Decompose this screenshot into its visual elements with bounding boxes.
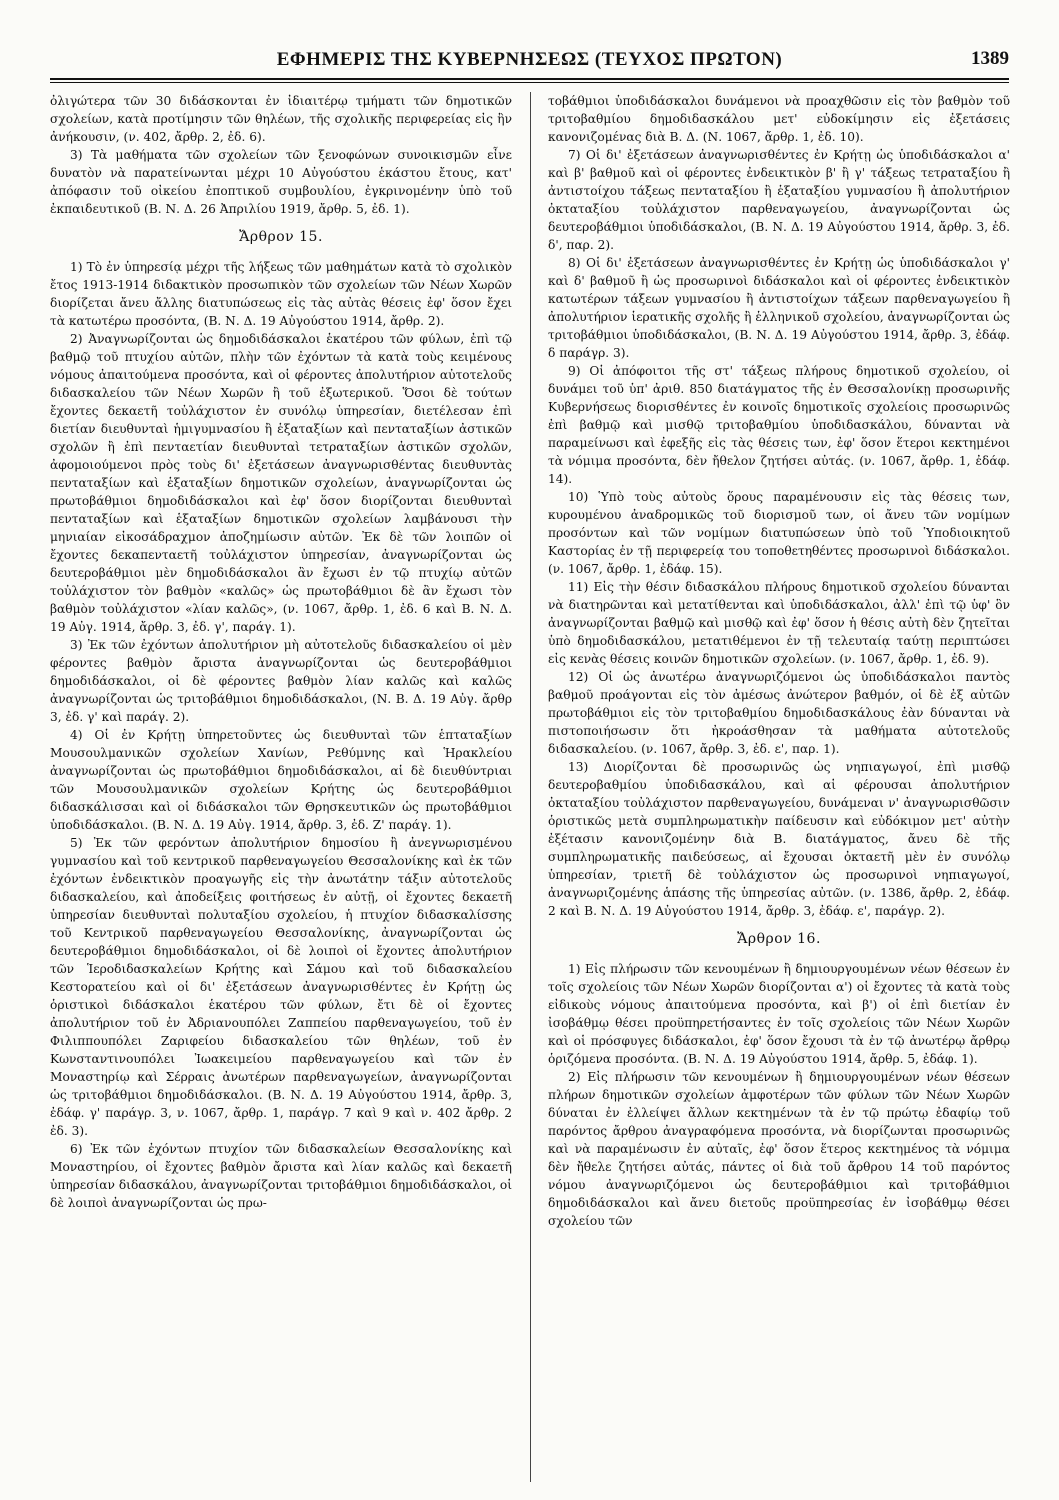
paragraph: 2) Εἰς πλήρωσιν τῶν κενουμένων ἢ δημιουργουμένων νέων θέσεων πλήρων δημοτικῶν σχολείων ἀμφοτέρων τῶν φύλων τῶν Νέων Χωρῶν δύναται ἐν ἐλλείψει ἄλλων κεκτημένων τὰ ἐν τῷ πρώτῳ ἐδαφίῳ τοῦ παρόντος ἄρθρου ἀναγραφόμενα προσόντα, νὰ διορίζωνται προσωρινῶς καὶ νὰ παραμένωσιν ἐν αὐταῖς, ἐφ' ὅσον ἕτερος κεκτημένος τὰ νόμιμα δὲν ἤθελε ζητήσει αὐτάς, πάντες οἱ διὰ τοῦ ἄρθρου 14 τοῦ παρόντος νόμου ἀναγνωριζόμενοι ὡς δευτεροβάθμιοι καὶ τριτοβάθμιοι δημοδιδάσκαλοι καὶ ἄνευ διετοῦς προϋπηρεσίας ἐν ἰσοβάθμῳ θέσει σχολείου τῶν [548,1070,1010,1228]
header-rule [50,78,1009,80]
paragraph: 2) Ἀναγνωρίζονται ὡς δημοδιδάσκαλοι ἑκατέρου τῶν φύλων, ἐπὶ τῷ βαθμῷ τοῦ πτυχίου αὐτῶν, πλὴν τῶν ἐχόντων τὰ κατὰ τοὺς κειμένους νόμους ἀπαιτούμενα προσόντα, καὶ οἱ φέροντες ἀπολυτήριον αὐτοτελοῦς διδασκαλείου τῶν Νέων Χωρῶν ἢ τοῦ ἐξωτερικοῦ. Ὅσοι δὲ τούτων ἔχοντες δεκαετῆ τοὐλάχιστον ἐν συνόλῳ ὑπηρεσίαν, διετέλεσαν ἐπὶ διετίαν διευθυνταὶ ἡμιγυμνασίου ἢ ἑξαταξίων καὶ πενταταξίων ἀστικῶν σχολῶν ἢ ἐπὶ πενταετίαν διευθυνταὶ τετραταξίων ἀστικῶν σχολῶν, ἀφομοιούμενοι πρὸς τοὺς δι' ἐξετάσεων ἀναγνωρισθέντας διευθυντὰς πενταταξίων καὶ ἑξαταξίων δημοτικῶν σχολείων, ἀναγνωρίζονται ὡς πρωτοβάθμιοι δημοδιδάσκαλοι καὶ ἐφ' ὅσον διορίζονται διευθυνταὶ πενταταξίων καὶ ἑξαταξίων δημοτικῶν σχολείων λαμβάνουσι τὴν μηνιαίαν εἰκοσάδραχμον ἀποζημίωσιν αὐτῶν. Ἐκ δὲ τῶν λοιπῶν οἱ ἔχοντες δεκαπενταετῆ τοὐλάχιστον ὑπηρεσίαν, ἀναγνωρίζονται ὡς δευτεροβάθμιοι μὲν δημοδιδάσκαλοι ἂν ἔχωσι ἐν τῷ πτυχίῳ αὐτῶν τοὐλάχιστον τὸν βαθμὸν «καλῶς» ὡς πρωτοβάθμιοι δὲ ἂν ἔχωσι τὸν βαθμὸν τοὐλάχιστον «λίαν καλῶς», (ν. 1067, ἄρθρ. 1, ἐδ. 6 καὶ Β. Ν. Δ. 19 Αὐγ. 1914, ἄρθρ. 3, ἐδ. γ', παράγ. 1). [50,332,512,634]
left-column [50,92,512,1487]
header-rule-thin [50,82,1009,83]
header-title: ΕΦΗΜΕΡΙΣ ΤΗΣ ΚΥΒΕΡΝΗΣΕΩΣ (ΤΕΥΧΟΣ ΠΡΩΤΟΝ) [276,49,783,70]
paragraph: 4) Οἱ ἐν Κρήτῃ ὑπηρετοῦντες ὡς διευθυνταὶ τῶν ἑπταταξίων Μουσουλμανικῶν σχολείων Χανίων, Ρεθύμνης καὶ Ἡρακλείου ἀναγνωρίζονται ὡς πρωτοβάθμιοι δημοδιδάσκαλοι, αἱ δὲ διευθύντριαι τῶν Μουσουλμανικῶν σχολείων Κρήτης ὡς δευτεροβάθμιοι διδασκάλισσαι καὶ οἱ διδάσκαλοι τῶν Θρησκευτικῶν ὡς πρωτοβάθμιοι ὑποδιδάσκαλοι. (Β. Ν. Δ. 19 Αὐγ. 1914, ἄρθρ. 3, ἐδ. Ζ' παράγ. 1). [50,728,512,832]
paragraph: 6) Ἐκ τῶν ἐχόντων πτυχίον τῶν διδασκαλείων Θεσσαλονίκης καὶ Μοναστηρίου, οἱ ἔχοντες βαθμὸν ἄριστα καὶ λίαν καλῶς καὶ δεκαετῆ ὑπηρεσίαν διδασκάλου, ἀναγνωρίζονται τριτοβάθμιοι δημοδιδάσκαλοι, οἱ δὲ λοιποὶ ἀναγνωρίζονται ὡς πρω- [50,1142,512,1210]
paragraph: 10) Ὑπὸ τοὺς αὐτοὺς ὅρους παραμένουσιν εἰς τὰς θέσεις των, κυρουμένου ἀναδρομικῶς τοῦ διορισμοῦ των, οἱ ἄνευ τῶν νομίμων προσόντων καὶ τῶν νομίμων διατυπώσεων ὑπὸ τοῦ Ὑποδιοικητοῦ Καστορίας ἐν τῇ περιφερείᾳ του τοποθετηθέντες προσωρινοὶ διδάσκαλοι. (ν. 1067, ἄρθρ. 1, ἐδάφ. 15). [548,490,1010,576]
article-heading-15: Ἄρθρον 15. [239,229,323,245]
paragraph: 11) Εἰς τὴν θέσιν διδασκάλου πλήρους δημοτικοῦ σχολείου δύνανται νὰ διατηρῶνται καὶ μετατίθενται καὶ ὑποδιδάσκαλοι, ἀλλ' ἐπὶ τῷ ὑφ' ὃν ἀναγνωρίζονται βαθμῷ καὶ μισθῷ καὶ ἐφ' ὅσον ἡ θέσις αὐτὴ δὲν ζητεῖται ὑπὸ δημοδιδασκάλου, μετατιθέμενοι ἐν τῇ τελευταίᾳ ταύτῃ περιπτώσει εἰς κενὰς θέσεις κοινῶν δημοτικῶν σχολείων. (ν. 1067, ἄρθρ. 1, ἐδ. 9). [548,580,1010,666]
paragraph: 8) Οἱ δι' ἐξετάσεων ἀναγνωρισθέντες ἐν Κρήτῃ ὡς ὑποδιδάσκαλοι γ' καὶ δ' βαθμοῦ ἢ ὡς προσωρινοὶ διδάσκαλοι καὶ οἱ φέροντες ἐνδεικτικὸν κατωτέρων τάξεων γυμνασίου ἢ ἀντιστοίχων τάξεων παρθεναγωγείου ἢ ἀπολυτήριον ἱερατικῆς σχολῆς ἢ ἑλληνικοῦ σχολείου, ἀναγνωρίζονται ὡς τριτοβάθμιοι ὑποδιδάσκαλοι, (Β. Ν. Δ. 19 Αὐγούστου 1914, ἄρθρ. 3, ἐδάφ. δ παράγρ. 3). [548,256,1010,360]
paragraph: 3) Τὰ μαθήματα τῶν σχολείων τῶν ξενοφώνων συνοικισμῶν εἶνε δυνατὸν νὰ παρατείνωνται μέχρι 10 Αὐγούστου ἑκάστου ἔτους, κατ' ἀπόφασιν τοῦ οἰκείου ἐποπτικοῦ συμβουλίου, ἐγκρινομένην ὑπὸ τοῦ ἐκπαιδευτικοῦ (Β. Ν. Δ. 26 Ἀπριλίου 1919, ἄρθρ. 5, ἐδ. 1). [50,148,512,216]
paragraph: 7) Οἱ δι' ἐξετάσεων ἀναγνωρισθέντες ἐν Κρήτῃ ὡς ὑποδιδάσκαλοι α' καὶ β' βαθμοῦ καὶ οἱ φέροντες ἐνδεικτικὸν β' ἢ γ' τάξεως τετραταξίου ἢ ἀντιστοίχου τάξεως πενταταξίου ἢ ἑξαταξίου γυμνασίου ἢ ἀπολυτήριον ὀκταταξίου τοὐλάχιστον παρθεναγωγείου, ἀναγνωρίζονται ὡς δευτεροβάθμιοι ὑποδιδάσκαλοι, (Β. Ν. Δ. 19 Αὐγούστου 1914, ἄρθρ. 3, ἐδ. δ', παρ. 2). [548,148,1010,252]
paragraph: 3) Ἐκ τῶν ἐχόντων ἀπολυτήριον μὴ αὐτοτελοῦς διδασκαλείου οἱ μὲν φέροντες βαθμὸν ἄριστα ἀναγνωρίζονται ὡς δευτεροβάθμιοι δημοδιδάσκαλοι, οἱ δὲ φέροντες βαθμὸν λίαν καλῶς καὶ καλῶς ἀναγνωρίζονται ὡς τριτοβάθμιοι δημοδιδάσκαλοι, (Ν. Β. Δ. 19 Αὐγ. ἄρθρ 3, ἐδ. γ' καὶ παράγ. 2). [50,638,512,724]
paragraph: 5) Ἐκ τῶν φερόντων ἀπολυτήριον δημοσίου ἢ ἀνεγνωρισμένου γυμνασίου καὶ τοῦ κεντρικοῦ παρθεναγωγείου Θεσσαλονίκης καὶ ἐκ τῶν ἐχόντων ἐνδεικτικὸν προαγωγῆς εἰς τὴν ἀνωτάτην τάξιν αὐτοτελοῦς διδασκαλείου, καὶ ἀποδείξεις φοιτήσεως ἐν αὐτῇ, οἱ ἔχοντες δεκαετῆ ὑπηρεσίαν διευθυνταὶ πολυταξίου σχολείου, ἡ πτυχίον διδασκαλίσσης τοῦ Κεντρικοῦ παρθεναγωγείου Θεσσαλονίκης, ἀναγνωρίζονται ὡς δευτεροβάθμιοι δημοδιδάσκαλοι, οἱ δὲ λοιποὶ οἱ ἔχοντες ἀπολυτήριον τῶν Ἱεροδιδασκαλείων Κρήτης καὶ Σάμου καὶ τοῦ διδασκαλείου Κεστορατείου καὶ οἱ δι' ἐξετάσεων ἀναγνωρισθέντες ἐν Κρήτῃ ὡς ὁριστικοὶ διδάσκαλοι ἑκατέρου τῶν φύλων, ἔτι δὲ οἱ ἔχοντες ἀπολυτήριον τοῦ ἐν Ἀδριανουπόλει Ζαππείου παρθεναγωγείου, τοῦ ἐν Φιλιππουπόλει Ζαριφείου διδασκαλείου τῶν θηλέων, τοῦ ἐν Κωνσταντινουπόλει Ἰωακειμείου παρθεναγωγείου καὶ τῶν ἐν Μοναστηρίῳ καὶ Σέρραις ἀνωτέρων παρθεναγωγείων, ἀναγνωρίζονται ὡς τριτοβάθμιοι δημοδιδάσκαλοι. (Β. Ν. Δ. 19 Αὐγούστου 1914, ἄρθρ. 3, ἐδάφ. γ' παράγρ. 3, ν. 1067, ἄρθρ. 1, παράγρ. 7 καὶ 9 καὶ ν. 402 ἄρθρ. 2 ἐδ. 3). [50,836,512,1138]
paragraph: 1) Εἰς πλήρωσιν τῶν κενουμένων ἢ δημιουργουμένων νέων θέσεων ἐν τοῖς σχολείοις τῶν Νέων Χωρῶν διορίζονται α') οἱ ἔχοντες τὰ κατὰ τοὺς εἰδικοὺς νόμους ἀπαιτούμενα προσόντα, καὶ β') οἱ ἐπὶ διετίαν ἐν ἰσοβάθμῳ θέσει προϋπηρετήσαντες ἐν τοῖς σχολείοις τῶν Νέων Χωρῶν καὶ οἱ πρόσφυγες διδάσκαλοι, ἐφ' ὅσον ἔχουσι τὰ ἐν τῷ ἀνωτέρῳ ἄρθρῳ ὁριζόμενα προσόντα. (Β. Ν. Δ. 19 Αὐγούστου 1914, ἄρθρ. 5, ἐδάφ. 1). [548,962,1010,1066]
paragraph: 13) Διορίζονται δὲ προσωρινῶς ὡς νηπιαγωγοί, ἐπὶ μισθῷ δευτεροβαθμίου ὑποδιδασκάλου, καὶ αἱ φέρουσαι ἀπολυτήριον ὀκταταξίου τοὐλάχιστον παρθεναγωγείου, δυνάμεναι ν' ἀναγνωρισθῶσιν ὁριστικῶς μετὰ συμπληρωματικὴν παίδευσιν καὶ εὐδόκιμον μετ' αὐτὴν ἐξέτασιν κανονιζομένην διὰ Β. διατάγματος, ἄνευ δὲ τῆς συμπληρωματικῆς παιδεύσεως, αἱ ἔχουσαι ὀκταετῆ μὲν ἐν συνόλῳ ὑπηρεσίαν, τριετῆ δὲ τοὐλάχιστον ὡς προσωρινοὶ νηπιαγωγοί, ἀναγνωριζομένης ἁπάσης τῆς ὑπηρεσίας αὐτῶν. (ν. 1386, ἄρθρ. 2, ἐδάφ. 2 καὶ Β. Ν. Δ. 19 Αὐγούστου 1914, ἄρθρ. 3, ἐδάφ. ε', παράγρ. 2). [548,760,1010,918]
paragraph: 12) Οἱ ὡς ἀνωτέρω ἀναγνωριζόμενοι ὡς ὑποδιδάσκαλοι παντὸς βαθμοῦ προάγονται εἰς τὸν ἀμέσως ἀνώτερον βαθμόν, οἱ δὲ ἐξ αὐτῶν πρωτοβάθμιοι εἰς τὸν τριτοβαθμίου δημοδιδασκάλους ἐὰν δύνανται νὰ πιστοποιήσωσιν ὅτι ἠκροάσθησαν τὰ μαθήματα αὐτοτελοῦς διδασκαλείου. (ν. 1067, ἄρθρ. 3, ἐδ. ε', παρ. 1). [548,670,1010,756]
paragraph: ὀλιγώτερα τῶν 30 διδάσκονται ἐν ἰδιαιτέρῳ τμήματι τῶν δημοτικῶν σχολείων, κατὰ προτίμησιν τῶν θηλέων, τῆς σχολικῆς περιφερείας εἰς ἣν ἀνήκουσιν, (ν. 402, ἄρθρ. 2, ἐδ. 6). [50,94,512,144]
page-number: 1389 [971,48,1009,69]
paragraph: 1) Τὸ ἐν ὑπηρεσίᾳ μέχρι τῆς λήξεως τῶν μαθημάτων κατὰ τὸ σχολικὸν ἔτος 1913-1914 διδακτικὸν προσωπικὸν τῶν σχολείων τῶν Νέων Χωρῶν διορίζεται ἄνευ ἄλλης διατυπώσεως εἰς τὰς αὐτὰς θέσεις ἐφ' ὅσον ἔχει τὰ κατωτέρω προσόντα, (Β. Ν. Δ. 19 Αὐγούστου 1914, ἄρθρ. 2). [50,260,512,328]
paragraph: τοβάθμιοι ὑποδιδάσκαλοι δυνάμενοι νὰ προαχθῶσιν εἰς τὸν βαθμὸν τοῦ τριτοβαθμίου δημοδιδασκάλου μετ' εὐδοκίμησιν εἰς ἐξετάσεις κανονιζομένας διὰ Β. Δ. (Ν. 1067, ἄρθρ. 1, ἐδ. 10). [548,94,1010,144]
page-header [50,48,1009,72]
paragraph: 9) Οἱ ἀπόφοιτοι τῆς στ' τάξεως πλήρους δημοτικοῦ σχολείου, οἱ δυνάμει τοῦ ὑπ' ἀριθ. 850 διατάγματος τῆς ἐν Θεσσαλονίκῃ προσωρινῆς Κυβερνήσεως διορισθέντες ἐν κοινοῖς δημοτικοῖς σχολείοις προσωρινῶς ἐπὶ βαθμῷ καὶ μισθῷ τριτοβαθμίου ὑποδιδασκάλου, δύνανται νὰ παραμείνωσι καὶ ἐφεξῆς εἰς τὰς θέσεις των, ἐφ' ὅσον ἕτεροι κεκτημένοι τὰ νόμιμα προσόντα, δὲν ἤθελον ζητήσει αὐτάς. (ν. 1067, ἄρθρ. 1, ἐδάφ. 14). [548,364,1010,486]
column-divider [530,92,531,1482]
article-heading-16: Ἄρθρον 16. [737,931,821,947]
right-column [548,92,1010,1487]
